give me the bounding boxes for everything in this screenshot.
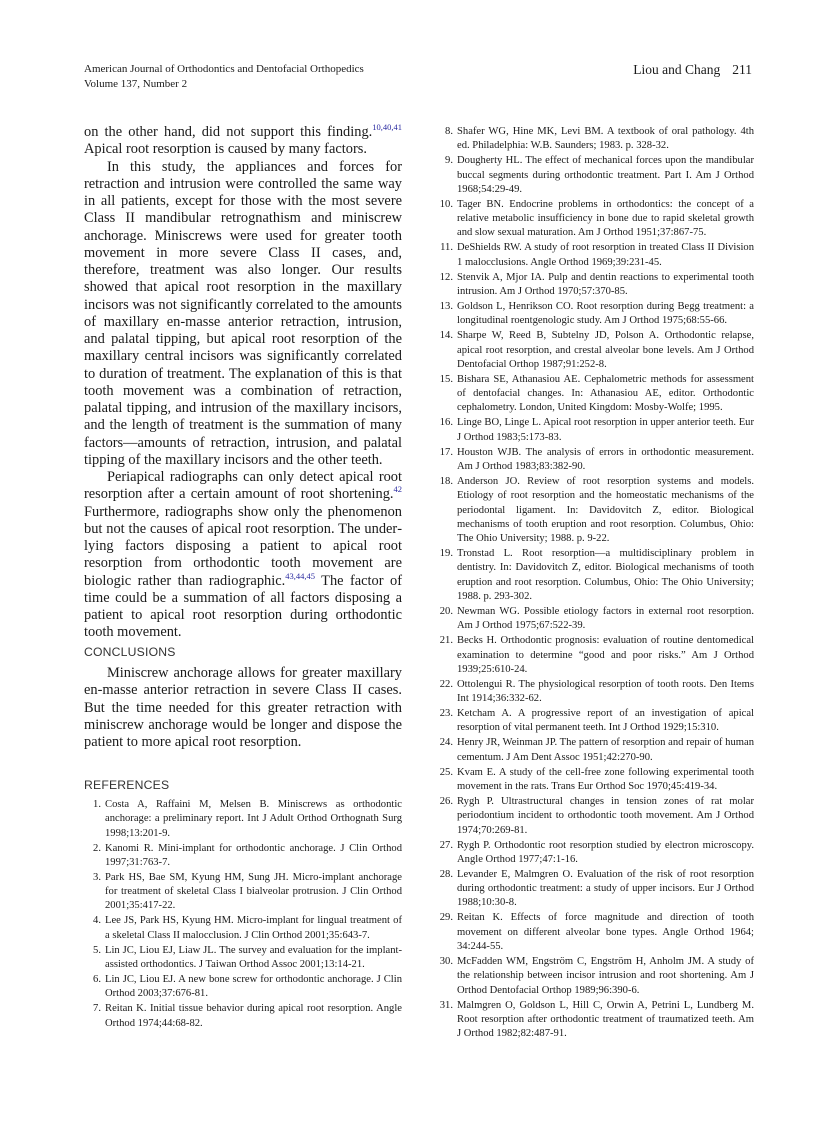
- citation[interactable]: 43,44,45: [285, 570, 315, 581]
- reference-text: Henry JR, Weinman JP. The pattern of resorption and repair of human cementum. J Am Dent Assoc 1951;42:270-90.: [457, 737, 754, 763]
- reference-number: 15.: [439, 373, 453, 385]
- references-section: [84, 778, 402, 1032]
- reference-number: 30.: [439, 956, 453, 968]
- text: The factor of time could be a summation of all factors disposing a patient to apical root resorption during orthodontic tooth movement.: [84, 572, 402, 641]
- reference-text: Rygh P. Ultrastructural changes in tension zones of rat molar periodontium incident to orthodontic tooth movement. Am J Orthod 1974;70:269-81.: [457, 796, 754, 836]
- reference-item: [84, 973, 402, 1002]
- running-header-journal: [84, 62, 364, 92]
- references-list-left: [84, 798, 402, 1031]
- reference-text: Bishara SE, Athanasiou AE. Cephalometric methods for assessment of dentofacial changes. In: Athanasiou AE, editor. Orthodontic cephalometry. London, United Kingdom: Mosby-Wolfe; 1995.: [457, 373, 754, 414]
- reference-item: [436, 605, 754, 634]
- conclusions-text: Miniscrew anchorage allows for greater maxillary en-masse anterior retraction in severe Class II cases. But the time needed for this greater retraction with miniscrew anchorage would be longer and dispose the patient to more apical root resorption.: [84, 665, 402, 750]
- reference-text: McFadden WM, Engström C, Engström H, Anholm JM. A study of the relationship between incisor intrusion and root shortening. Am J Orthod Dentofacial Orthop 1989;96:390-6.: [457, 956, 754, 996]
- reference-text: Rygh P. Orthodontic root resorption studied by electron microscopy. Angle Orthod 1977;47:1-16.: [457, 839, 754, 865]
- reference-text: Becks H. Orthodontic prognosis: evaluation of routine dentomedical examination to determine “good and poor risks.” Am J Orthod 1939;25:610-24.: [457, 635, 754, 675]
- reference-number: 28.: [439, 868, 453, 880]
- reference-text: Reitan K. Effects of force magnitude and direction of tooth movement on different alveolar bone types. Angle Orthod 1964; 34:244-55.: [457, 912, 754, 953]
- reference-text: Ketcham A. A progressive report of an investigation of apical resorption of vital permanent teeth. Int J Orthod 1929;15:310.: [457, 708, 754, 734]
- reference-item: [436, 198, 754, 241]
- running-header-page: [633, 62, 752, 77]
- reference-number: 5.: [93, 944, 101, 956]
- page-number: 211: [732, 62, 752, 77]
- reference-number: 25.: [439, 766, 453, 778]
- reference-number: 19.: [439, 548, 453, 560]
- citation[interactable]: 42: [393, 484, 402, 495]
- discussion-text: [84, 124, 402, 642]
- paragraph: In this study, the appliances and forces for retraction and intrusion were controlled the same way in all patients, except for those with the most severe Class II mandibular retrognathism and miniscrew anchorage. Miniscrews were used for greater tooth movement in more severe Class II cases, and, therefore, treatment was also longer. Our results showed that apical root resorption in the maxillary incisors was not significantly correlated to the amounts of maxillary en-masse anterior retraction, intrusion, and palatal tipping, but apical root resorption of the maxillary central incisors was significantly correlated to duration of treatment. The explanation of this is that tooth movement was a combination of retraction, palatal tipping, and intrusion of the maxillary incisors, and the length of treatment is the summation of many factors—amounts of retraction, intrusion, and palatal tipping of the maxillary incisors and the other teeth.: [84, 158, 402, 468]
- reference-number: 7.: [93, 1003, 101, 1015]
- text: Furthermore, radiographs show only the phenomenon but not the causes of apical root resorption. The underlying factors disposing a patient to apical root resorption from orthodontic tooth movement are biologic rather than radiographic.: [84, 503, 402, 589]
- reference-text: Tronstad L. Root resorption—a multidisciplinary problem in dentistry. In: Davidovitch Z, editor. Biological mechanisms of tooth eruption and root resorption. Columbus, Ohio: The Ohio University; 1988. p. 293-302.: [457, 548, 754, 603]
- reference-number: 31.: [439, 999, 453, 1011]
- reference-text: Newman WG. Possible etiology factors in external root resorption. Am J Orthod 1975;67:522-39.: [457, 606, 754, 632]
- reference-item: [84, 842, 402, 871]
- reference-item: [436, 795, 754, 838]
- paragraph: [84, 124, 402, 159]
- authors: Liou and Chang: [633, 62, 721, 77]
- reference-item: [436, 547, 754, 604]
- reference-item: [436, 707, 754, 736]
- reference-item: [84, 871, 402, 914]
- reference-text: DeShields RW. A study of root resorption in treated Class II Division 1 malocclusions. Angle Orthod 1969;39:231-45.: [457, 242, 754, 268]
- reference-number: 21.: [439, 635, 453, 647]
- reference-text: Costa A, Raffaini M, Melsen B. Miniscrews as orthodontic anchorage: a preliminary report. Int J Adult Orthod Orthognath Surg 1998;13:201-9.: [105, 799, 402, 839]
- reference-number: 6.: [93, 974, 101, 985]
- reference-item: [436, 154, 754, 197]
- reference-number: 24.: [439, 737, 453, 749]
- reference-text: Malmgren O, Goldson L, Hill C, Orwin A, Petrini L, Lundberg M. Root resorption after orthodontic treatment of traumatized teeth. Am J Orthod 1982;82:487-91.: [457, 999, 754, 1040]
- references-list-right: [436, 125, 754, 1042]
- reference-text: Ottolengui R. The physiological resorption of tooth roots. Den Items Int 1914;36:332-62.: [457, 678, 754, 705]
- citation[interactable]: 10,40,41: [372, 122, 402, 132]
- reference-item: [436, 766, 754, 795]
- reference-item: [436, 999, 754, 1042]
- reference-item: [84, 798, 402, 841]
- reference-number: 4.: [93, 915, 101, 927]
- reference-item: [436, 300, 754, 329]
- reference-number: 2.: [93, 842, 101, 854]
- text: Periapical radiographs can only detect apical root resorption after a certain amount of root shortening.: [84, 469, 402, 503]
- reference-item: [436, 416, 754, 445]
- reference-number: 27.: [439, 839, 453, 851]
- reference-text: Goldson L, Henrikson CO. Root resorption during Begg treatment: a longitudinal roentgenologic study. Am J Orthod 1975;68:55-66.: [457, 301, 754, 327]
- reference-item: [436, 475, 754, 546]
- reference-item: [436, 839, 754, 868]
- reference-text: Shafer WG, Hine MK, Levi BM. A textbook of oral pathology. 4th ed. Philadelphia: W.B. Saunders; 1983. p. 328-32.: [457, 126, 754, 152]
- reference-item: [436, 271, 754, 300]
- reference-number: 17.: [439, 446, 453, 458]
- reference-text: Reitan K. Initial tissue behavior during apical root resorption. Angle Orthod 1974;44:68-82.: [105, 1003, 402, 1029]
- reference-item: [436, 911, 754, 954]
- reference-number: 18.: [439, 476, 453, 487]
- reference-number: 26.: [439, 796, 453, 808]
- reference-number: 29.: [439, 912, 453, 924]
- reference-text: Kvam E. A study of the cell-free zone following experimental tooth movement in the rats. Trans Eur Orthod Soc 1970;45:419-34.: [457, 766, 754, 793]
- reference-text: Anderson JO. Review of root resorption systems and models. Etiology of root resorption and the homeostatic mechanisms of the periodontal ligament. In: Davidovitch Z, editor. Biological mechanisms of tooth eruption and root resorption. Columbus, Ohio: The Ohio University; 1988. p. 9-22.: [457, 476, 754, 545]
- reference-text: Levander E, Malmgren O. Evaluation of the risk of root resorption during orthodontic treatment: a study of upper incisors. Eur J Orthod 1988;10:30-8.: [457, 868, 754, 909]
- references-continued: [436, 125, 754, 1042]
- reference-number: 20.: [439, 606, 453, 618]
- reference-item: [436, 241, 754, 270]
- text: Apical root resorption is caused by many factors.: [84, 141, 367, 158]
- reference-text: Lin JC, Liou EJ. A new bone screw for orthodontic anchorage. J Clin Orthod 2003;37:676-81.: [105, 974, 402, 1000]
- paragraph: [84, 469, 402, 642]
- journal-volume: Volume 137, Number 2: [84, 78, 188, 90]
- reference-text: Lee JS, Park HS, Kyung HM. Micro-implant for lingual treatment of a skeletal Class II malocclusion. J Clin Orthod 2001;35:643-7.: [105, 915, 402, 941]
- reference-item: [436, 634, 754, 677]
- reference-text: Sharpe W, Reed B, Subtelny JD, Polson A. Orthodontic relapse, apical root resorption, and crestal alveolar bone levels. Am J Orthod Dentofacial Orthop 1987;91:252-8.: [457, 330, 754, 370]
- conclusions-heading: CONCLUSIONS: [84, 645, 176, 659]
- reference-number: 8.: [445, 126, 453, 137]
- reference-item: [84, 944, 402, 973]
- reference-number: 13.: [439, 301, 453, 312]
- reference-text: Stenvik A, Mjor IA. Pulp and dentin reactions to experimental tooth intrusion. Am J Orthod 1970;57:370-85.: [457, 271, 754, 298]
- reference-number: 1.: [93, 799, 101, 810]
- reference-item: [84, 1002, 402, 1031]
- references-heading: REFERENCES: [84, 778, 170, 792]
- reference-text: Tager BN. Endocrine problems in orthodontics: the concept of a relative metabolic insufficiency in bone due to rapid skeletal growth and slow sexual maturation. Am J Orthod 1951;37:867-75.: [457, 198, 754, 239]
- reference-item: [436, 955, 754, 998]
- reference-text: Dougherty HL. The effect of mechanical forces upon the mandibular buccal segments during orthodontic treatment. Part I. Am J Orthod 1968;54:29-49.: [457, 155, 754, 195]
- reference-number: 10.: [439, 198, 453, 210]
- reference-item: [436, 868, 754, 911]
- reference-text: Park HS, Bae SM, Kyung HM, Sung JH. Micro-implant anchorage for treatment of skeletal Class I bialveolar protrusion. J Clin Orthod 2001;35:417-22.: [105, 871, 402, 912]
- reference-number: 16.: [439, 417, 453, 429]
- reference-item: [84, 914, 402, 943]
- text: on the other hand, did not support this finding.: [84, 124, 373, 140]
- reference-text: Lin JC, Liou EJ, Liaw JL. The survey and evaluation for the implant-assisted orthodontics. J Taiwan Orthod Assoc 2001;13:14-21.: [105, 944, 402, 971]
- reference-number: 11.: [440, 242, 453, 254]
- reference-number: 12.: [439, 271, 453, 283]
- reference-item: [436, 329, 754, 372]
- journal-title: American Journal of Orthodontics and Dentofacial Orthopedics: [84, 63, 364, 75]
- reference-text: Kanomi R. Mini-implant for orthodontic anchorage. J Clin Orthod 1997;31:763-7.: [105, 842, 402, 868]
- reference-number: 3.: [93, 871, 101, 883]
- reference-number: 22.: [439, 678, 453, 690]
- reference-text: Linge BO, Linge L. Apical root resorption in upper anterior teeth. Eur J Orthod 1983;5:173-83.: [457, 417, 754, 443]
- reference-number: 23.: [439, 708, 453, 720]
- reference-item: [436, 125, 754, 154]
- reference-text: Houston WJB. The analysis of errors in orthodontic measurement. Am J Orthod 1983;83:382-90.: [457, 446, 754, 473]
- conclusions-section: [84, 645, 402, 751]
- reference-number: 14.: [439, 330, 453, 342]
- reference-number: 9.: [445, 155, 453, 167]
- reference-item: [436, 373, 754, 416]
- reference-item: [436, 446, 754, 475]
- reference-item: [436, 678, 754, 707]
- reference-item: [436, 736, 754, 765]
